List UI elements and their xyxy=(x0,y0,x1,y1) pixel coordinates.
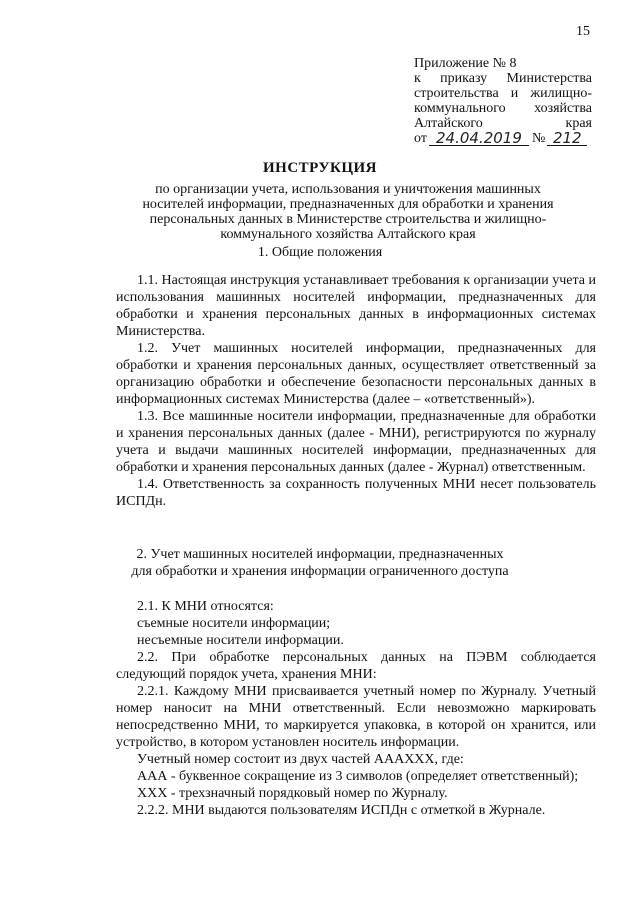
appendix-line: Алтайского края xyxy=(414,116,592,131)
paragraph: Учетный номер состоит из двух частей АААХХХ, где: xyxy=(137,752,464,767)
handwritten-date: 24.04.2019 xyxy=(429,131,529,146)
paragraph: 2.2.2. МНИ выдаются пользователям ИСПДн с отметкой в Журнале. xyxy=(137,803,546,818)
paragraph: 2.2.1. Каждому МНИ присваивается учетный номер по Журналу. Учетный номер наносит на МНИ ответственный. Если невозможно маркировать непосредственно МНИ, то маркируется упаковка, в которой он хранится, или устройство, в котором установлен носитель информации. xyxy=(116,684,596,750)
document-subtitle: по организации учета, использования и уничтожения машинных носителей информации, предназначенных для обработки и хранения персональных данных в Министерстве строительства и жилищно-коммунального хозяйства Алтайского края xyxy=(142,182,554,242)
from-label: от xyxy=(414,131,427,146)
paragraph: 1.4. Ответственность за сохранность полученных МНИ несет пользователь ИСПДн. xyxy=(116,477,596,509)
section-heading-line: 2. Учет машинных носителей информации, предназначенных xyxy=(136,547,504,562)
list-item: несъемные носители информации. xyxy=(137,633,344,648)
appendix-line: к приказу Министерства xyxy=(414,71,592,86)
list-item: съемные носители информации; xyxy=(137,616,331,631)
paragraph: 2.1. К МНИ относятся: xyxy=(137,599,274,614)
paragraph: 1.1. Настоящая инструкция устанавливает требования к организации учета и использования машинных носителей информации, предназначенных для обработки и хранения персональных данных в информационных системах Министерства. xyxy=(116,273,596,339)
paragraph: 1.3. Все машинные носители информации, предназначенные для обработки и хранения персональных данных (далее - МНИ), регистрируются по журналу учета и выдачи машинных носителей информации, предназначенных для обработки и хранения персональных данных (далее - Журнал) ответственным. xyxy=(116,409,596,475)
appendix-title: Приложение № 8 xyxy=(414,56,517,71)
appendix-line: строительства и жилищно- xyxy=(414,86,592,101)
page-number: 15 xyxy=(576,24,590,39)
document-title: ИНСТРУКЦИЯ xyxy=(262,160,377,176)
paragraph: ХХХ - трехзначный порядковый номер по Журналу. xyxy=(137,786,448,801)
appendix-line: коммунального хозяйства xyxy=(414,101,592,116)
section-body xyxy=(116,598,596,819)
paragraph: 1.2. Учет машинных носителей информации, предназначенных для обработки и хранения персональных данных, осуществляет ответственный за организацию обработки и обеспечение безопасности персональных данных в информационных системах Министерства (далее – «ответственный»). xyxy=(116,341,596,407)
number-label: № xyxy=(531,131,546,146)
appendix-block xyxy=(414,56,592,146)
signature-line xyxy=(414,131,592,146)
section-heading-line: для обработки и хранения информации ограниченного доступа xyxy=(131,564,509,579)
paragraph: ААА - буквенное сокращение из 3 символов (определяет ответственный); xyxy=(137,769,579,784)
handwritten-number: 212 xyxy=(547,131,587,146)
section-body xyxy=(116,272,596,510)
section-heading xyxy=(0,546,640,580)
section-heading: 1. Общие положения xyxy=(257,245,383,260)
paragraph: 2.2. При обработке персональных данных на ПЭВМ соблюдается следующий порядок учета, хранения МНИ: xyxy=(116,650,596,682)
